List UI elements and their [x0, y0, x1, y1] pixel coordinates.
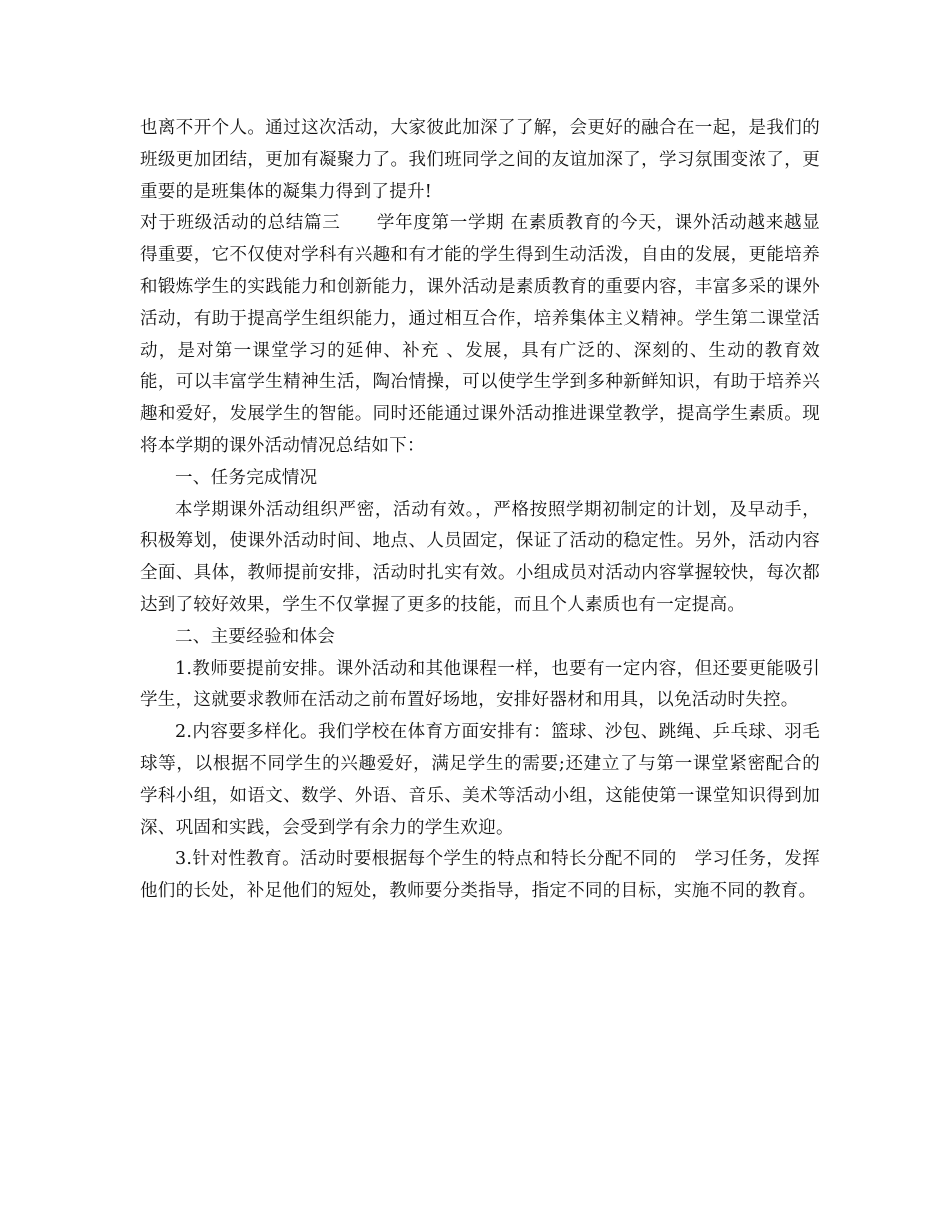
paragraph-continuation: 也离不开个人。通过这次活动，大家彼此加深了了解，会更好的融合在一起，是我们的班级更加团结，更加有凝聚力了。我们班同学之间的友谊加深了，学习氛围变浓了，更重要的是班集体的凝集力得到了提升! [140, 118, 820, 202]
heading-task-completion: 一、任务完成情况 [175, 467, 318, 488]
list-item-3-targeted-education: 3.针对性教育。活动时要根据每个学生的特点和特长分配不同的 学习任务，发挥他们的长处，补足他们的短处，教师要分类指导，指定不同的目标，实施不同的教育。 [140, 849, 820, 902]
document-body [140, 113, 820, 908]
list-item-2-diverse-content: 2.内容要多样化。我们学校在体育方面安排有：篮球、沙包、跳绳、乒乓球、羽毛球等，以根据不同学生的兴趣爱好，满足学生的需要;还建立了与第一课堂紧密配合的学科小组，如语文、数学、外语、音乐、美术等活动小组，这能使第一课堂知识得到加深、巩固和实践，会受到学有余力的学生欢迎。 [140, 722, 820, 838]
heading-main-experience: 二、主要经验和体会 [175, 626, 336, 647]
list-item-1-advance-planning: 1.教师要提前安排。课外活动和其他课程一样，也要有一定内容，但还要更能吸引学生，这就要求教师在活动之前布置好场地，安排好器材和用具，以免活动时失控。 [140, 658, 820, 711]
paragraph-task-completion: 本学期课外活动组织严密，活动有效。，严格按照学期初制定的计划，及早动手，积极筹划，使课外活动时间、地点、人员固定，保证了活动的稳定性。另外，活动内容全面、具体，教师提前安排，活动时扎实有效。小组成员对活动内容掌握较快，每次都达到了较好效果，学生不仅掌握了更多的技能，而且个人素质也有一定提高。 [140, 499, 820, 615]
paragraph-section-three-intro: 对于班级活动的总结篇三 学年度第一学期 在素质教育的今天，课外活动越来越显得重要，它不仅使对学科有兴趣和有才能的学生得到生动活泼，自由的发展，更能培养和锻炼学生的实践能力和创新能力，课外活动是素质教育的重要内容，丰富多采的课外活动，有助于提高学生组织能力，通过相互合作，培养集体主义精神。学生第二课堂活动，是对第一课堂学习的延伸、补充 、发展，具有广泛的、深刻的、生动的教育效能，可以丰富学生精神生活，陶冶情操，可以使学生学到多种新鲜知识，有助于培养兴趣和爱好，发展学生的智能。同时还能通过课外活动推进课堂教学，提高学生素质。现将本学期的课外活动情况总结如下： [140, 213, 820, 456]
